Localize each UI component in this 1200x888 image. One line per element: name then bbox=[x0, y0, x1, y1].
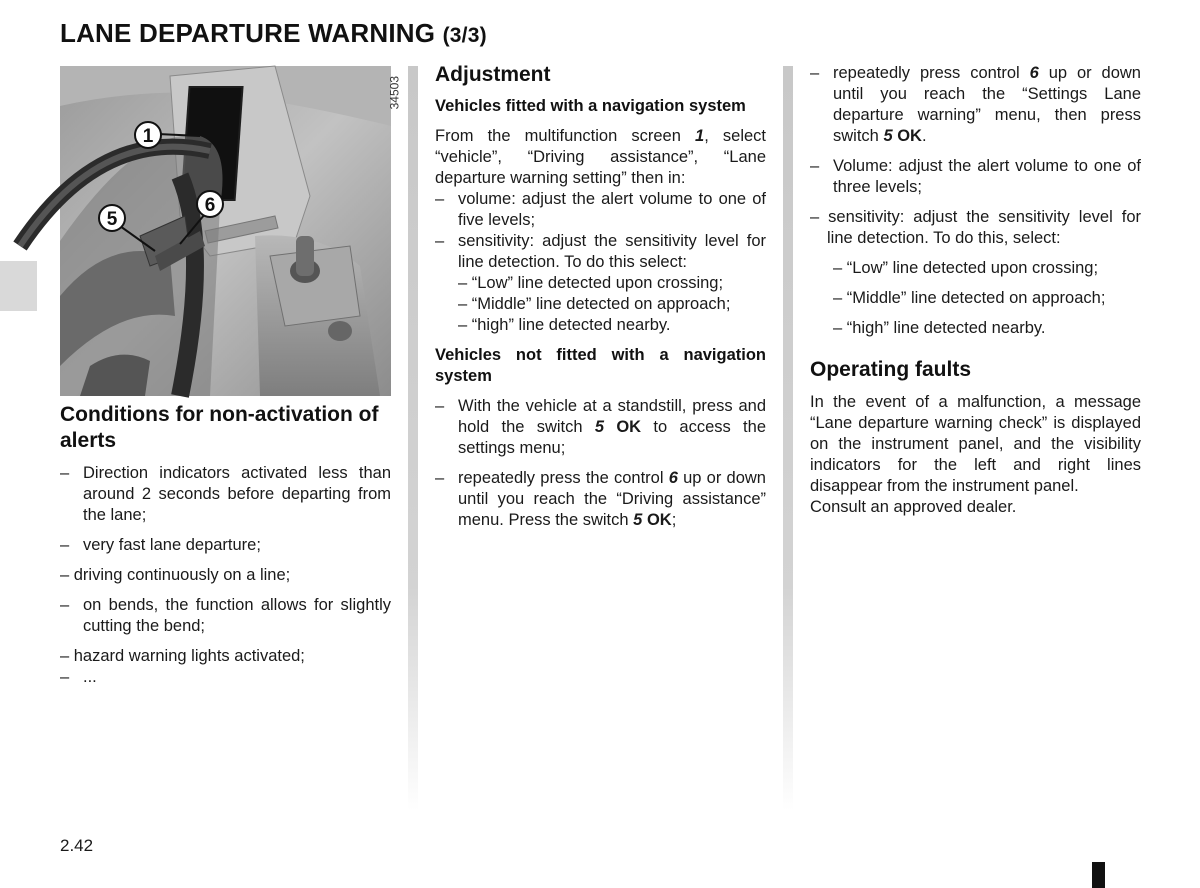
callout-5 bbox=[99, 205, 125, 231]
nav-instructions: From the multifunction screen 1, select “vehicle”, “Driving assistance”, “Lane departure warning setting” then in: bbox=[435, 127, 766, 187]
list-item: – Direction indicators activated less than around 2 seconds before departing from the lane; bbox=[60, 463, 391, 526]
list-item: – repeatedly press control 6 up or down until you reach the “Settings Lane departure warning” menu, then press switch 5 OK. bbox=[810, 63, 1141, 147]
sensitivity-options bbox=[435, 273, 766, 336]
callout-1 bbox=[135, 122, 161, 148]
list-item: – sensitivity: adjust the sensitivity level for line detection. To do this, select: bbox=[810, 208, 1141, 247]
figure-reference-number: 34503 bbox=[387, 76, 401, 110]
adjustment-heading: Adjustment bbox=[435, 63, 551, 86]
list-item: – sensitivity: adjust the sensitivity level for line detection. To do this select: bbox=[435, 231, 766, 273]
non-activation-list-plain-2 bbox=[60, 646, 391, 667]
sensitivity-high: – “high” line detected nearby. bbox=[833, 319, 1046, 337]
callout-6 bbox=[197, 191, 223, 217]
svg-text:1: 1 bbox=[142, 126, 154, 147]
dashboard-illustration bbox=[60, 66, 401, 396]
column-3 bbox=[810, 63, 1141, 527]
operating-faults-heading: Operating faults bbox=[810, 358, 972, 381]
dealer-note: Consult an approved dealer. bbox=[810, 498, 1017, 516]
dashboard-drawing bbox=[60, 66, 391, 396]
title-suffix: (3/3) bbox=[442, 24, 487, 47]
sensitivity-list bbox=[810, 207, 1141, 249]
list-item: – volume: adjust the alert volume to one of five levels; bbox=[435, 189, 766, 231]
sensitivity-low: – “Low” line detected upon crossing; bbox=[833, 259, 1099, 277]
column-2 bbox=[435, 62, 766, 540]
svg-text:6: 6 bbox=[204, 195, 216, 216]
non-activation-list-plain bbox=[60, 565, 391, 586]
list-item: – driving continuously on a line; bbox=[60, 566, 291, 584]
settings-menu-steps bbox=[810, 63, 1141, 198]
non-nav-steps bbox=[435, 396, 766, 531]
operating-faults-text: In the event of a malfunction, a message “Lane departure warning check” is displayed on the instrument panel, and the visibility indicators for the left and right lines disappear from the instrument panel. bbox=[810, 393, 1141, 495]
list-item: – ... bbox=[60, 667, 391, 688]
column-1 bbox=[60, 66, 401, 697]
page-title bbox=[60, 18, 487, 49]
sensitivity-middle: – “Middle” line detected on approach; bbox=[833, 289, 1106, 307]
list-item: – hazard warning lights activated; bbox=[60, 647, 305, 665]
list-item: – With the vehicle at a standstill, press and hold the switch 5 OK to access the settings menu; bbox=[435, 396, 766, 459]
chapter-tab bbox=[0, 261, 37, 311]
page-edge-marker bbox=[1092, 862, 1105, 888]
list-item: – very fast lane departure; bbox=[60, 535, 391, 556]
list-item: – Volume: adjust the alert volume to one of three levels; bbox=[810, 156, 1141, 198]
column-divider-right bbox=[783, 66, 793, 811]
column-divider-left bbox=[408, 66, 418, 811]
non-activation-heading: Conditions for non-activation of alerts bbox=[60, 403, 379, 452]
sensitivity-low: – “Low” line detected upon crossing; bbox=[458, 274, 724, 292]
list-item: – repeatedly press the control 6 up or down until you reach the “Driving assistance” menu. Press the switch 5 OK; bbox=[435, 468, 766, 531]
non-activation-list bbox=[60, 463, 391, 556]
svg-text:5: 5 bbox=[106, 209, 118, 230]
page-number: 2.42 bbox=[60, 836, 94, 855]
sensitivity-middle: – “Middle” line detected on approach; bbox=[458, 295, 731, 313]
non-activation-list-end bbox=[60, 667, 391, 688]
sensitivity-high: – “high” line detected nearby. bbox=[458, 316, 671, 334]
title-text: LANE DEPARTURE WARNING bbox=[60, 18, 436, 48]
non-nav-vehicles-subheading: Vehicles not fitted with a navigation system bbox=[435, 346, 766, 385]
nav-vehicles-subheading: Vehicles fitted with a navigation system bbox=[435, 97, 746, 115]
non-activation-list-cont bbox=[60, 595, 391, 637]
nav-settings-list bbox=[435, 189, 766, 273]
list-item: – on bends, the function allows for slightly cutting the bend; bbox=[60, 595, 391, 637]
